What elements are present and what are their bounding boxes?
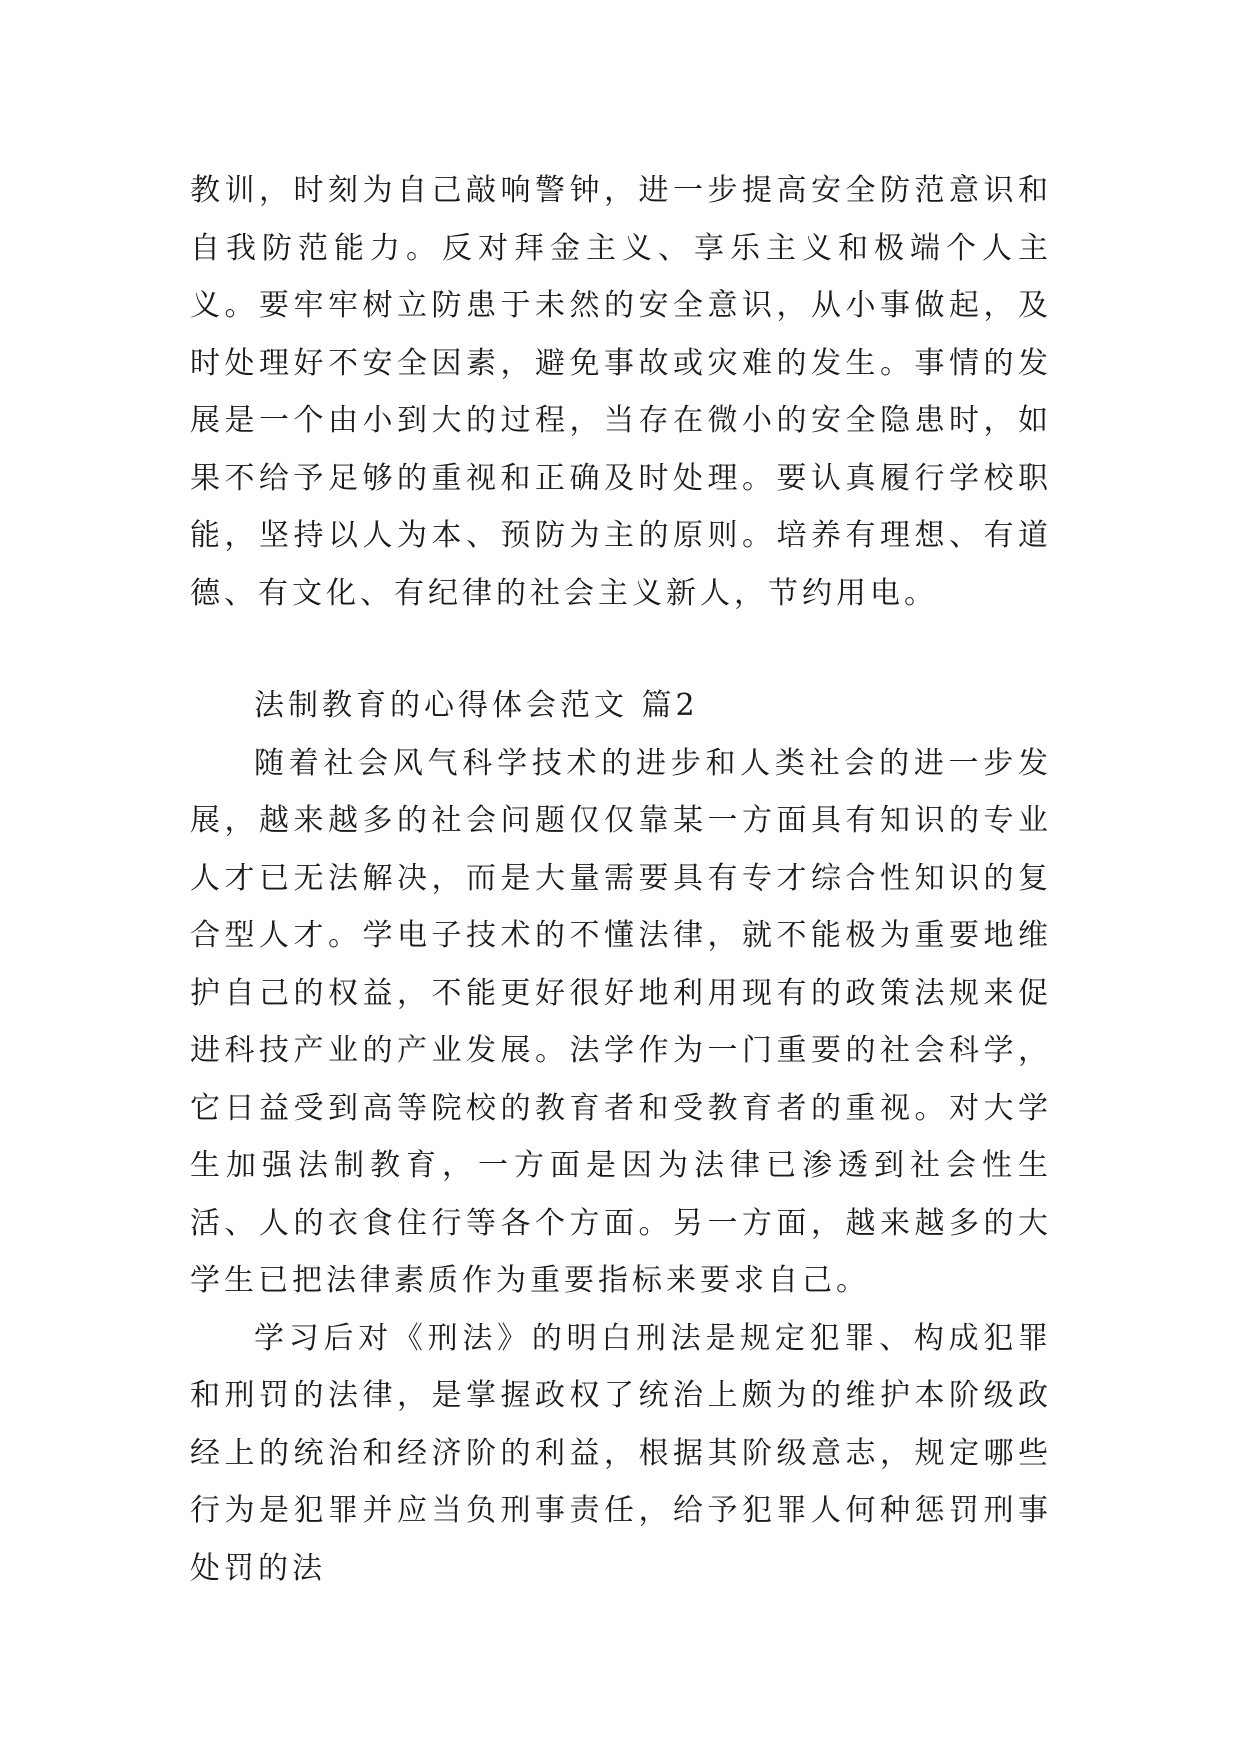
section-title: 法制教育的心得体会范文 篇2 [254,688,699,723]
body-paragraph: 学习后对《刑法》的明白刑法是规定犯罪、构成犯罪和刑罚的法律，是掌握政权了统治上颇为的维护本阶级政经上的统治和经济阶的利益，根据其阶级意志，规定哪些行为是犯罪并应当负刑事责任，给予犯罪人何种惩罚刑事处罚的法 [190,1320,1052,1586]
document-page [190,162,1052,1597]
body-paragraph: 随着社会风气科学技术的进步和人类社会的进一步发展，越来越多的社会问题仅仅靠某一方面具有知识的专业人才已无法解决，而是大量需要具有专才综合性知识的复合型人才。学电子技术的不懂法律，就不能极为重要地维护自己的权益，不能更好很好地利用现有的政策法规来促进科技产业的产业发展。法学作为一门重要的社会科学，它日益受到高等院校的教育者和受教育者的重视。对大学生加强法制教育，一方面是因为法律已渗透到社会性生活、人的衣食住行等各个方面。另一方面，越来越多的大学生已把法律素质作为重要指标来要求自己。 [190,745,1052,1298]
body-paragraph: 教训，时刻为自己敲响警钟，进一步提高安全防范意识和自我防范能力。反对拜金主义、享乐主义和极端个人主义。要牢牢树立防患于未然的安全意识，从小事做起，及时处理好不安全因素，避免事故或灾难的发生。事情的发展是一个由小到大的过程，当存在微小的安全隐患时，如果不给予足够的重视和正确及时处理。要认真履行学校职能，坚持以人为本、预防为主的原则。培养有理想、有道德、有文化、有纪律的社会主义新人，节约用电。 [190,173,1052,611]
